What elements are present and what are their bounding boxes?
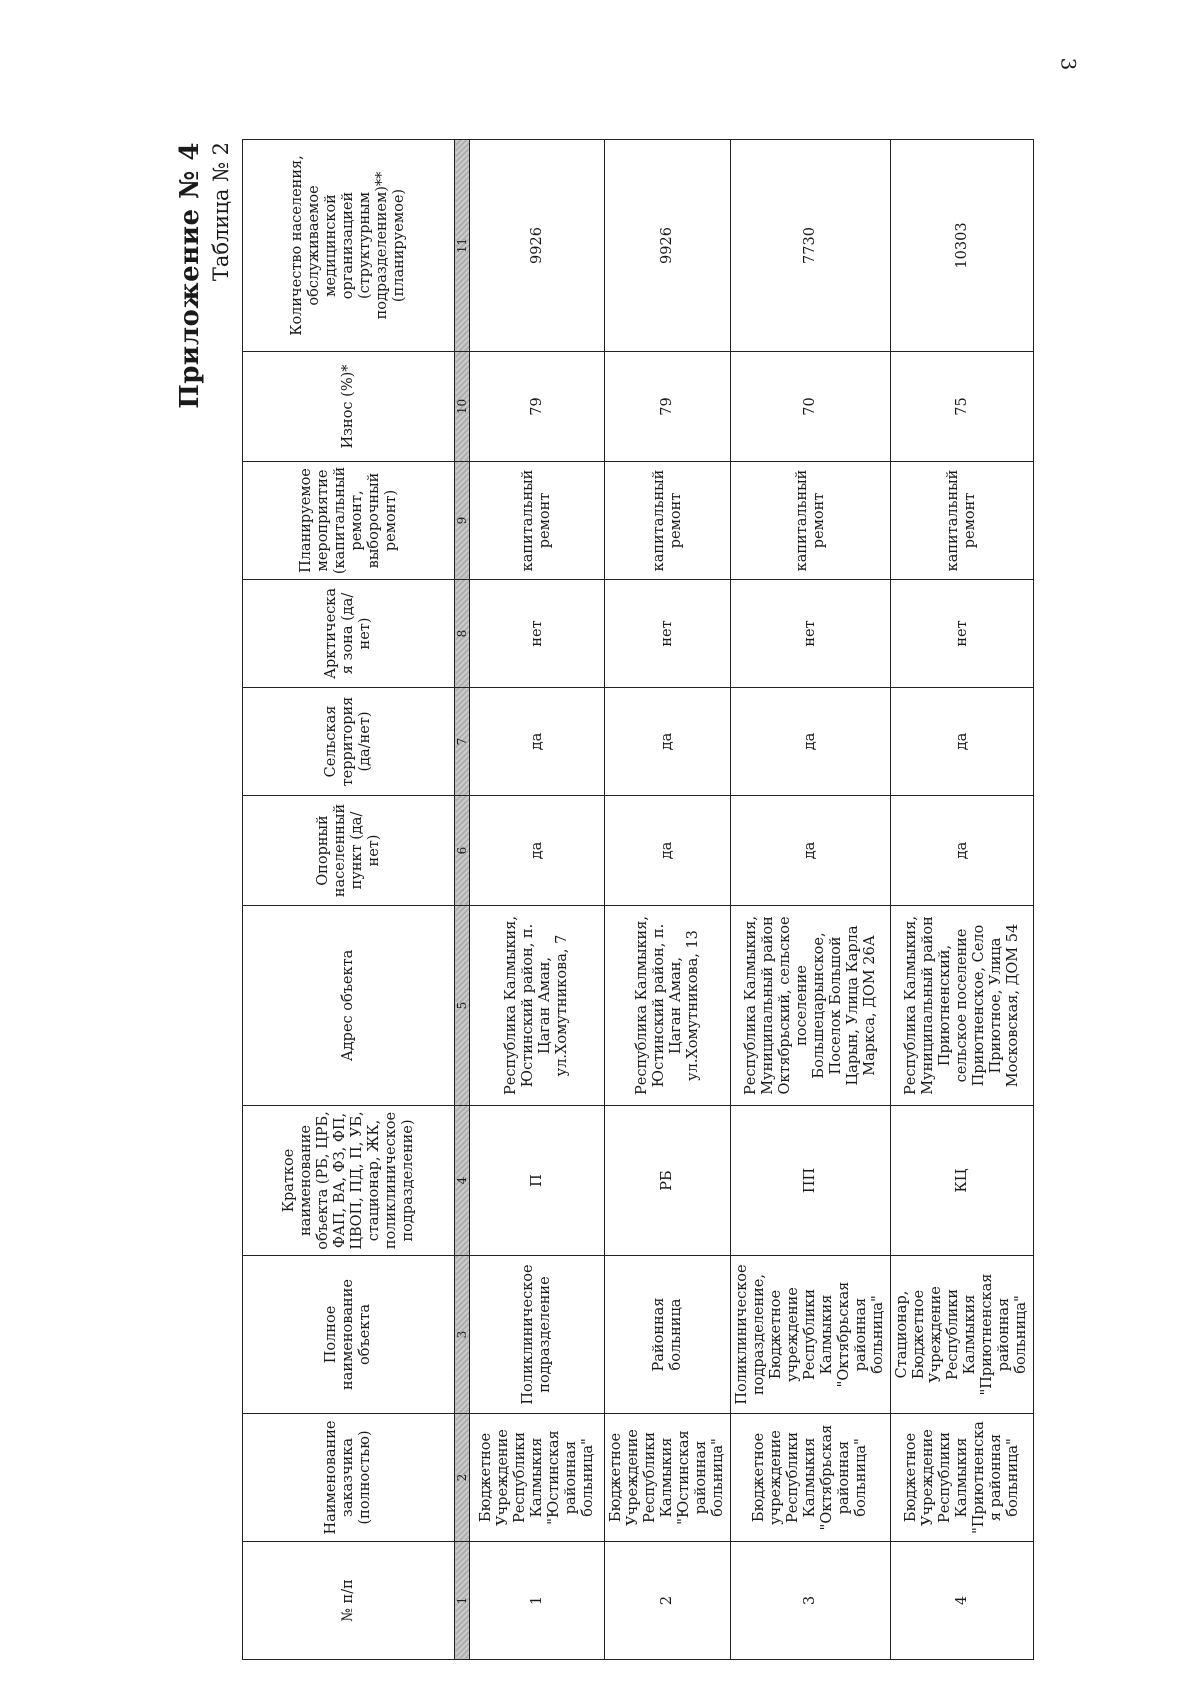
address-cell: Республика Калмыкия, Юстинский район, п. Цаган Аман, ул.Хомутникова, 13 [605, 906, 731, 1106]
column-header: Адрес объекта [243, 906, 455, 1106]
population-cell: 9926 [470, 140, 605, 352]
event-cell: капитальный ремонт [891, 462, 1034, 580]
column-header: Краткое наименование объекта (РБ, ЦРБ, ФАП, ВА, ФЗ, ФП, ЦВОП, ПД, П, УБ, стационар, ЖК, поликлиническое подразделение) [243, 1106, 455, 1256]
arctic-cell: нет [731, 580, 891, 688]
column-header: Планируемое мероприятие (капитальный ремонт, выборочный ремонт) [243, 462, 455, 580]
full-name-cell: Поликлиническое подразделение, Бюджетное учреждение Республики Калмыкия "Октябрьская районная больница" [731, 1256, 891, 1414]
table-row [731, 140, 891, 1660]
appendix-title: Приложение № 4 [175, 142, 205, 409]
wear-cell: 79 [470, 352, 605, 462]
table-header-row [243, 140, 455, 1660]
column-number: 7 [455, 688, 470, 796]
population-cell: 9926 [605, 140, 731, 352]
column-number: 10 [455, 352, 470, 462]
page-number: 3 [1056, 57, 1081, 71]
support-point-cell: да [605, 796, 731, 906]
column-number: 8 [455, 580, 470, 688]
short-name-cell: П [470, 1106, 605, 1256]
column-number: 2 [455, 1414, 470, 1542]
wear-cell: 79 [605, 352, 731, 462]
address-cell: Республика Калмыкия, Муниципальный район Приютненский, сельское поселение Приютненское, Село Приютное, Улица Московская, ДОМ 54 [891, 906, 1034, 1106]
short-name-cell: РБ [605, 1106, 731, 1256]
full-name-cell: Поликлиническое подразделение [470, 1256, 605, 1414]
column-number: 5 [455, 906, 470, 1106]
arctic-cell: нет [470, 580, 605, 688]
arctic-cell: нет [605, 580, 731, 688]
customer-cell: Бюджетное Учреждение Республики Калмыкия "Приютненская районная больница" [891, 1414, 1034, 1542]
column-number: 1 [455, 1542, 470, 1660]
table-row [605, 140, 731, 1660]
column-header: Сельская территория (да/нет) [243, 688, 455, 796]
rural-cell: да [731, 688, 891, 796]
address-cell: Республика Калмыкия, Юстинский район, п. Цаган Аман, ул.Хомутникова, 7 [470, 906, 605, 1106]
column-number: 3 [455, 1256, 470, 1414]
column-number: 4 [455, 1106, 470, 1256]
support-point-cell: да [470, 796, 605, 906]
column-header: Износ (%)* [243, 352, 455, 462]
column-number-row [455, 140, 470, 1660]
rural-cell: да [470, 688, 605, 796]
support-point-cell: да [891, 796, 1034, 906]
row-number: 3 [731, 1542, 891, 1660]
population-cell: 10303 [891, 140, 1034, 352]
table-subtitle: Таблица № 2 [209, 142, 233, 282]
customer-cell: Бюджетное Учреждение Республики Калмыкия "Юстинская районная больница" [470, 1414, 605, 1542]
event-cell: капитальный ремонт [470, 462, 605, 580]
column-number: 6 [455, 796, 470, 906]
column-number: 11 [455, 140, 470, 352]
appendix-heading [170, 142, 232, 409]
event-cell: капитальный ремонт [605, 462, 731, 580]
rural-cell: да [605, 688, 731, 796]
support-point-cell: да [731, 796, 891, 906]
event-cell: капитальный ремонт [731, 462, 891, 580]
column-header: № п/п [243, 1542, 455, 1660]
wear-cell: 75 [891, 352, 1034, 462]
full-name-cell: Районная больница [605, 1256, 731, 1414]
column-header: Количество населения, обслуживаемое медицинской организацией (структурным подразделением)** (планируемое) [243, 140, 455, 352]
column-header: Опорный населенный пункт (да/нет) [243, 796, 455, 906]
column-header: Наименование заказчика (полностью) [243, 1414, 455, 1542]
arctic-cell: нет [891, 580, 1034, 688]
customer-cell: Бюджетное учреждение Республики Калмыкия "Октябрьская районная больница" [731, 1414, 891, 1542]
column-header: Полное наименование объекта [243, 1256, 455, 1414]
column-header: Арктическая зона (да/нет) [243, 580, 455, 688]
row-number: 2 [605, 1542, 731, 1660]
population-cell: 7730 [731, 140, 891, 352]
table-row [470, 140, 605, 1660]
short-name-cell: КЦ [891, 1106, 1034, 1256]
row-number: 4 [891, 1542, 1034, 1660]
wear-cell: 70 [731, 352, 891, 462]
row-number: 1 [470, 1542, 605, 1660]
table-row [891, 140, 1034, 1660]
rotated-content [170, 110, 1050, 1690]
address-cell: Республика Калмыкия, Муниципальный район Октябрьский, сельское поселение Большецарынское, Поселок Большой Царын, Улица Карла Маркса, ДОМ 26А [731, 906, 891, 1106]
rural-cell: да [891, 688, 1034, 796]
customer-cell: Бюджетное Учреждение Республики Калмыкия "Юстинская районная больница" [605, 1414, 731, 1542]
column-number: 9 [455, 462, 470, 580]
short-name-cell: ПП [731, 1106, 891, 1256]
full-name-cell: Стационар, Бюджетное Учреждение Республики Калмыкия "Приютненская районная больница" [891, 1256, 1034, 1414]
objects-table [242, 139, 1034, 1660]
